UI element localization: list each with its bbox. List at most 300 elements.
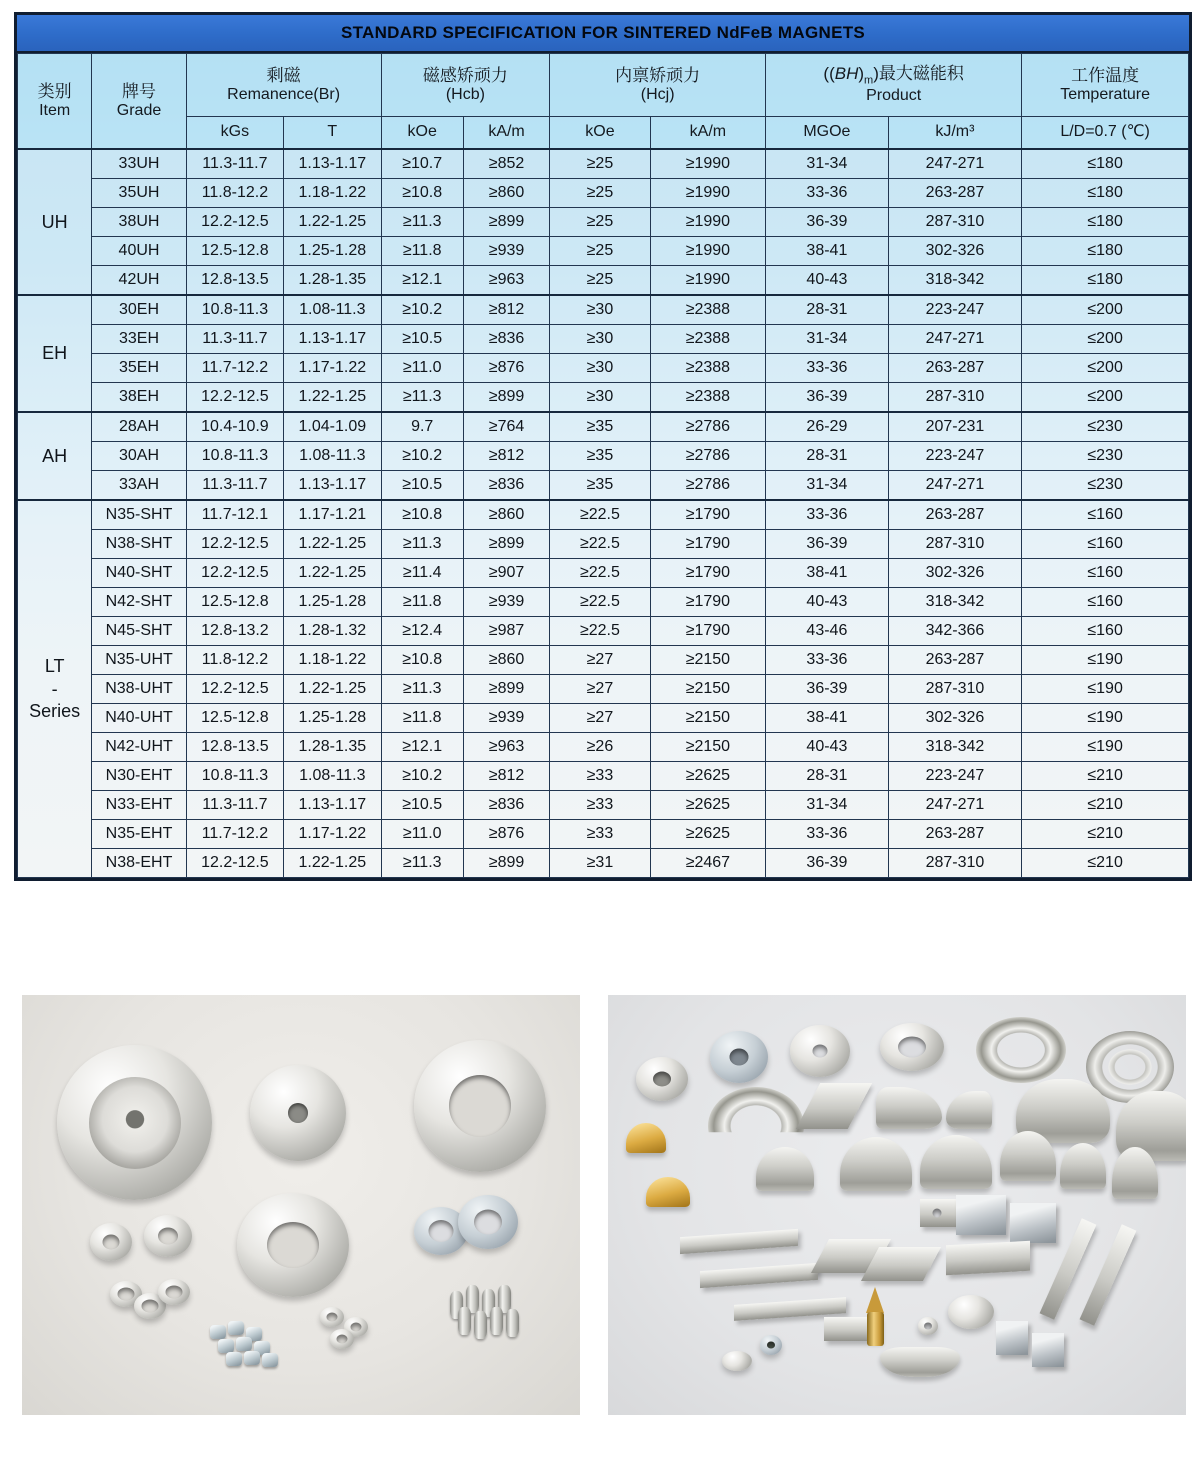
cell-hcj_kam: ≥2625 [650,820,765,849]
cell-kjm3: 342-366 [888,617,1022,646]
cell-grade: 40UH [92,237,186,266]
cell-hcb_koe: ≥11.0 [381,820,463,849]
cell-kgs: 11.3-11.7 [186,791,283,820]
spec-table-body [18,149,1189,878]
cell-hcj_koe: ≥33 [550,791,650,820]
magnet-shape [680,1229,798,1254]
cell-hcb_koe: ≥11.8 [381,588,463,617]
unit-kjm3: kJ/m³ [888,117,1022,150]
cell-temp: ≤160 [1022,588,1189,617]
cell-t: 1.17-1.22 [284,820,381,849]
cell-grade: N35-UHT [92,646,186,675]
cell-kgs: 11.8-12.2 [186,646,283,675]
cell-hcb_koe: ≥11.3 [381,383,463,413]
magnet-shape [330,1329,354,1349]
cell-temp: ≤160 [1022,617,1189,646]
cell-grade: 30AH [92,442,186,471]
cell-hcb_kam: ≥963 [463,733,549,762]
cell-kjm3: 287-310 [888,383,1022,413]
table-row [18,791,1189,820]
magnet-shape [840,1137,912,1191]
magnet-shape [236,1337,252,1351]
cell-grade: N33-EHT [92,791,186,820]
cell-hcj_kam: ≥1790 [650,500,765,530]
magnet-shape [250,1065,346,1161]
cell-t: 1.28-1.32 [284,617,381,646]
remanence-header-en: Remanence(Br) [227,85,341,103]
cell-grade: 33UH [92,149,186,179]
cell-hcb_koe: ≥10.8 [381,179,463,208]
cell-t: 1.22-1.25 [284,208,381,237]
table-row [18,762,1189,791]
unit-hcb-koe: kOe [381,117,463,150]
cell-mgoe: 31-34 [766,325,889,354]
cell-kjm3: 263-287 [888,820,1022,849]
magnet-shape [458,1307,471,1335]
cell-temp: ≤210 [1022,820,1189,849]
magnet-shape [1032,1333,1064,1367]
cell-kjm3: 263-287 [888,179,1022,208]
table-row [18,179,1189,208]
cell-kjm3: 223-247 [888,762,1022,791]
magnet-shape [1010,1203,1056,1243]
magnet-shape [796,1083,872,1129]
cell-mgoe: 40-43 [766,733,889,762]
cell-grade: 42UH [92,266,186,296]
cell-mgoe: 33-36 [766,354,889,383]
cell-kgs: 10.8-11.3 [186,442,283,471]
cell-kjm3: 287-310 [888,849,1022,878]
table-row [18,266,1189,296]
hcb-header-cn: 磁感矫顽力 [422,66,508,86]
header-row-main [18,54,1189,117]
cell-hcj_koe: ≥25 [550,179,650,208]
magnet-shape [90,1223,132,1261]
cell-t: 1.22-1.25 [284,559,381,588]
cell-hcb_koe: ≥11.3 [381,675,463,704]
magnet-shape [946,1241,1030,1275]
cell-hcj_kam: ≥2786 [650,442,765,471]
cell-kjm3: 287-310 [888,675,1022,704]
cell-mgoe: 36-39 [766,849,889,878]
cell-kgs: 12.2-12.5 [186,530,283,559]
cell-kgs: 12.8-13.2 [186,617,283,646]
cell-kjm3: 287-310 [888,208,1022,237]
cell-kjm3: 247-271 [888,471,1022,501]
cell-hcj_kam: ≥1990 [650,149,765,179]
cell-hcb_koe: ≥10.2 [381,295,463,325]
cell-kgs: 12.2-12.5 [186,849,283,878]
cell-hcb_koe: ≥12.1 [381,733,463,762]
cell-grade: N30-EHT [92,762,186,791]
magnet-shape [918,1317,938,1335]
cell-hcj_kam: ≥2388 [650,295,765,325]
magnet-shape [722,1351,752,1371]
cell-kgs: 12.2-12.5 [186,675,283,704]
cell-hcj_kam: ≥2388 [650,354,765,383]
cell-hcj_kam: ≥2388 [650,383,765,413]
cell-hcj_kam: ≥2786 [650,471,765,501]
cell-grade: 38UH [92,208,186,237]
cell-grade: N40-SHT [92,559,186,588]
cell-temp: ≤180 [1022,149,1189,179]
cell-hcb_koe: ≥11.0 [381,354,463,383]
cell-t: 1.28-1.35 [284,266,381,296]
cell-hcb_kam: ≥812 [463,762,549,791]
cell-hcb_kam: ≥939 [463,704,549,733]
cell-grade: N35-SHT [92,500,186,530]
cell-t: 1.13-1.17 [284,471,381,501]
cell-temp: ≤180 [1022,237,1189,266]
table-row [18,295,1189,325]
cell-mgoe: 36-39 [766,675,889,704]
cell-kgs: 12.2-12.5 [186,559,283,588]
cell-t: 1.13-1.17 [284,149,381,179]
cell-hcj_kam: ≥1990 [650,208,765,237]
cell-hcj_kam: ≥2150 [650,675,765,704]
cell-mgoe: 31-34 [766,149,889,179]
cell-hcj_koe: ≥25 [550,149,650,179]
photo-ring-magnets [22,995,580,1415]
magnet-shape [646,1177,690,1207]
magnet-shape [880,1023,944,1071]
magnet-shape [866,1287,884,1313]
cell-hcb_kam: ≥836 [463,471,549,501]
cell-temp: ≤190 [1022,646,1189,675]
cell-hcj_koe: ≥22.5 [550,559,650,588]
cell-kgs: 11.3-11.7 [186,471,283,501]
cell-temp: ≤200 [1022,383,1189,413]
cell-hcj_koe: ≥35 [550,471,650,501]
cell-mgoe: 28-31 [766,442,889,471]
unit-hcj-koe: kOe [550,117,650,150]
cell-mgoe: 33-36 [766,179,889,208]
cell-hcj_kam: ≥2150 [650,646,765,675]
cell-kgs: 12.5-12.8 [186,237,283,266]
item-group-label: AH [18,412,92,500]
cell-mgoe: 31-34 [766,791,889,820]
cell-hcb_koe: ≥11.3 [381,849,463,878]
table-title: STANDARD SPECIFICATION FOR SINTERED NdFeB MAGNETS [340,23,866,42]
cell-kjm3: 247-271 [888,149,1022,179]
magnet-shape [414,1040,546,1172]
cell-hcj_koe: ≥30 [550,354,650,383]
cell-temp: ≤180 [1022,208,1189,237]
temp-header-en: Temperature [1060,85,1151,103]
magnet-shape [880,1347,960,1377]
magnet-shape [57,1045,212,1200]
cell-kjm3: 263-287 [888,500,1022,530]
cell-hcj_koe: ≥31 [550,849,650,878]
cell-kgs: 11.3-11.7 [186,149,283,179]
cell-t: 1.17-1.21 [284,500,381,530]
item-group-label: LT - Series [18,500,92,878]
unit-hcj-kam: kA/m [650,117,765,150]
col-header-grade [92,54,186,150]
cell-hcb_koe: ≥11.8 [381,237,463,266]
cell-temp: ≤200 [1022,354,1189,383]
cell-hcb_kam: ≥899 [463,675,549,704]
cell-temp: ≤200 [1022,295,1189,325]
cell-hcb_koe: ≥10.2 [381,442,463,471]
cell-grade: 35UH [92,179,186,208]
cell-hcj_koe: ≥22.5 [550,500,650,530]
cell-hcb_kam: ≥836 [463,791,549,820]
cell-mgoe: 26-29 [766,412,889,442]
table-row [18,237,1189,266]
unit-hcb-kam: kA/m [463,117,549,150]
cell-hcj_kam: ≥2150 [650,704,765,733]
magnet-shape [210,1325,226,1339]
cell-kjm3: 302-326 [888,559,1022,588]
cell-mgoe: 38-41 [766,237,889,266]
cell-mgoe: 28-31 [766,762,889,791]
cell-hcj_kam: ≥2150 [650,733,765,762]
cell-hcj_koe: ≥30 [550,325,650,354]
cell-temp: ≤230 [1022,471,1189,501]
cell-t: 1.04-1.09 [284,412,381,442]
cell-hcj_koe: ≥30 [550,295,650,325]
cell-mgoe: 40-43 [766,266,889,296]
cell-kgs: 11.3-11.7 [186,325,283,354]
cell-grade: 28AH [92,412,186,442]
cell-hcb_kam: ≥876 [463,354,549,383]
cell-kjm3: 318-342 [888,733,1022,762]
cell-kgs: 12.5-12.8 [186,588,283,617]
cell-t: 1.25-1.28 [284,588,381,617]
magnet-shape [144,1215,192,1257]
magnet-shape [867,1312,884,1346]
magnet-shape [237,1193,349,1297]
cell-mgoe: 36-39 [766,208,889,237]
cell-hcj_kam: ≥1990 [650,266,765,296]
magnet-shape [790,1025,850,1077]
unit-ld: L/D=0.7 (℃) [1022,117,1189,150]
cell-kgs: 12.2-12.5 [186,383,283,413]
cell-hcb_koe: ≥10.8 [381,646,463,675]
table-row [18,471,1189,501]
cell-t: 1.25-1.28 [284,704,381,733]
cell-hcj_kam: ≥2625 [650,762,765,791]
cell-hcb_kam: ≥764 [463,412,549,442]
cell-mgoe: 33-36 [766,500,889,530]
cell-kjm3: 302-326 [888,237,1022,266]
cell-kgs: 12.8-13.5 [186,733,283,762]
cell-hcj_koe: ≥25 [550,237,650,266]
col-header-temperature [1022,54,1189,117]
magnet-shape [948,1295,994,1329]
cell-temp: ≤190 [1022,675,1189,704]
cell-kjm3: 287-310 [888,530,1022,559]
cell-hcj_kam: ≥1990 [650,179,765,208]
cell-kgs: 10.8-11.3 [186,295,283,325]
magnet-shape [876,1087,942,1129]
cell-kjm3: 247-271 [888,791,1022,820]
cell-t: 1.08-11.3 [284,295,381,325]
col-header-remanence [186,54,381,117]
table-row [18,704,1189,733]
cell-mgoe: 38-41 [766,704,889,733]
cell-hcb_kam: ≥860 [463,646,549,675]
table-row [18,559,1189,588]
cell-t: 1.22-1.25 [284,849,381,878]
magnet-shape [218,1339,234,1353]
magnet-shape [320,1307,344,1327]
cell-t: 1.28-1.35 [284,733,381,762]
cell-hcb_koe: ≥10.5 [381,791,463,820]
table-row [18,383,1189,413]
cell-hcj_koe: ≥35 [550,412,650,442]
cell-hcj_kam: ≥2786 [650,412,765,442]
cell-hcj_koe: ≥22.5 [550,588,650,617]
cell-kjm3: 318-342 [888,266,1022,296]
cell-kgs: 11.7-12.2 [186,354,283,383]
photo-assorted-magnets [608,995,1186,1415]
cell-t: 1.22-1.25 [284,675,381,704]
cell-hcj_kam: ≥2467 [650,849,765,878]
cell-grade: 30EH [92,295,186,325]
cell-hcj_koe: ≥27 [550,704,650,733]
magnet-shape [636,1057,688,1101]
temp-header-cn: 工作温度 [1071,66,1140,86]
cell-t: 1.08-11.3 [284,442,381,471]
cell-hcb_kam: ≥939 [463,588,549,617]
cell-hcb_kam: ≥899 [463,208,549,237]
cell-t: 1.13-1.17 [284,325,381,354]
hcj-header-cn: 内禀矫顽力 [615,66,701,86]
cell-hcj_kam: ≥1790 [650,559,765,588]
cell-hcb_koe: ≥10.7 [381,149,463,179]
cell-kjm3: 263-287 [888,354,1022,383]
cell-kgs: 12.2-12.5 [186,208,283,237]
spec-table [17,53,1189,878]
cell-grade: N38-EHT [92,849,186,878]
cell-grade: N38-SHT [92,530,186,559]
magnet-shape [262,1353,278,1367]
cell-t: 1.22-1.25 [284,383,381,413]
cell-hcj_kam: ≥1790 [650,588,765,617]
table-row [18,530,1189,559]
table-row [18,325,1189,354]
cell-kjm3: 318-342 [888,588,1022,617]
remanence-header-cn: 剩磁 [266,66,301,86]
spec-table-block [14,12,1192,881]
unit-t: T [284,117,381,150]
cell-grade: 38EH [92,383,186,413]
cell-hcb_kam: ≥812 [463,295,549,325]
cell-kjm3: 247-271 [888,325,1022,354]
cell-kgs: 11.7-12.2 [186,820,283,849]
magnet-shape [700,1263,818,1288]
cell-hcb_koe: ≥12.1 [381,266,463,296]
cell-t: 1.08-11.3 [284,762,381,791]
cell-grade: N42-SHT [92,588,186,617]
cell-hcb_koe: ≥12.4 [381,617,463,646]
cell-kjm3: 207-231 [888,412,1022,442]
table-title-bar [17,15,1189,53]
cell-hcj_kam: ≥1790 [650,530,765,559]
table-row [18,500,1189,530]
cell-hcb_kam: ≥812 [463,442,549,471]
cell-kjm3: 263-287 [888,646,1022,675]
cell-hcb_kam: ≥860 [463,500,549,530]
magnet-shape [244,1351,260,1365]
cell-hcj_koe: ≥30 [550,383,650,413]
cell-hcb_koe: ≥11.8 [381,704,463,733]
cell-hcb_koe: ≥11.4 [381,559,463,588]
cell-hcj_koe: ≥26 [550,733,650,762]
table-row [18,208,1189,237]
table-row [18,733,1189,762]
cell-kgs: 12.8-13.5 [186,266,283,296]
magnet-shape [1060,1143,1106,1189]
cell-hcb_koe: ≥11.3 [381,530,463,559]
cell-hcb_kam: ≥899 [463,530,549,559]
cell-mgoe: 40-43 [766,588,889,617]
grade-header-en: Grade [116,101,162,119]
cell-kjm3: 223-247 [888,442,1022,471]
magnet-shape [490,1307,503,1335]
cell-temp: ≤210 [1022,762,1189,791]
cell-t: 1.13-1.17 [284,791,381,820]
magnet-shape [760,1335,782,1355]
cell-hcb_koe: ≥10.2 [381,762,463,791]
cell-hcb_kam: ≥963 [463,266,549,296]
cell-temp: ≤160 [1022,500,1189,530]
table-row [18,149,1189,179]
magnet-shape [226,1352,242,1366]
cell-t: 1.22-1.25 [284,530,381,559]
cell-t: 1.25-1.28 [284,237,381,266]
table-row [18,588,1189,617]
magnet-shape [996,1321,1028,1355]
cell-temp: ≤200 [1022,325,1189,354]
cell-hcj_koe: ≥33 [550,820,650,849]
cell-mgoe: 36-39 [766,383,889,413]
cell-kjm3: 302-326 [888,704,1022,733]
cell-mgoe: 43-46 [766,617,889,646]
cell-hcb_koe: ≥10.5 [381,471,463,501]
cell-grade: N40-UHT [92,704,186,733]
magnet-shape [946,1091,992,1129]
magnet-shape [626,1123,666,1153]
item-group-label: EH [18,295,92,412]
cell-hcj_koe: ≥22.5 [550,617,650,646]
cell-hcb_koe: ≥10.5 [381,325,463,354]
table-row [18,820,1189,849]
cell-hcj_kam: ≥2388 [650,325,765,354]
cell-hcj_koe: ≥33 [550,762,650,791]
cell-mgoe: 33-36 [766,646,889,675]
cell-temp: ≤180 [1022,266,1189,296]
cell-grade: 35EH [92,354,186,383]
cell-hcb_kam: ≥907 [463,559,549,588]
cell-hcb_koe: 9.7 [381,412,463,442]
table-row [18,646,1189,675]
cell-hcb_koe: ≥10.8 [381,500,463,530]
magnet-shape [228,1321,244,1335]
cell-temp: ≤230 [1022,412,1189,442]
cell-grade: N38-UHT [92,675,186,704]
cell-hcj_koe: ≥25 [550,208,650,237]
grade-header-cn: 牌号 [122,82,156,102]
table-row [18,675,1189,704]
cell-hcb_kam: ≥899 [463,383,549,413]
cell-grade: N45-SHT [92,617,186,646]
cell-hcb_kam: ≥939 [463,237,549,266]
cell-hcj_kam: ≥2625 [650,791,765,820]
cell-kgs: 10.8-11.3 [186,762,283,791]
